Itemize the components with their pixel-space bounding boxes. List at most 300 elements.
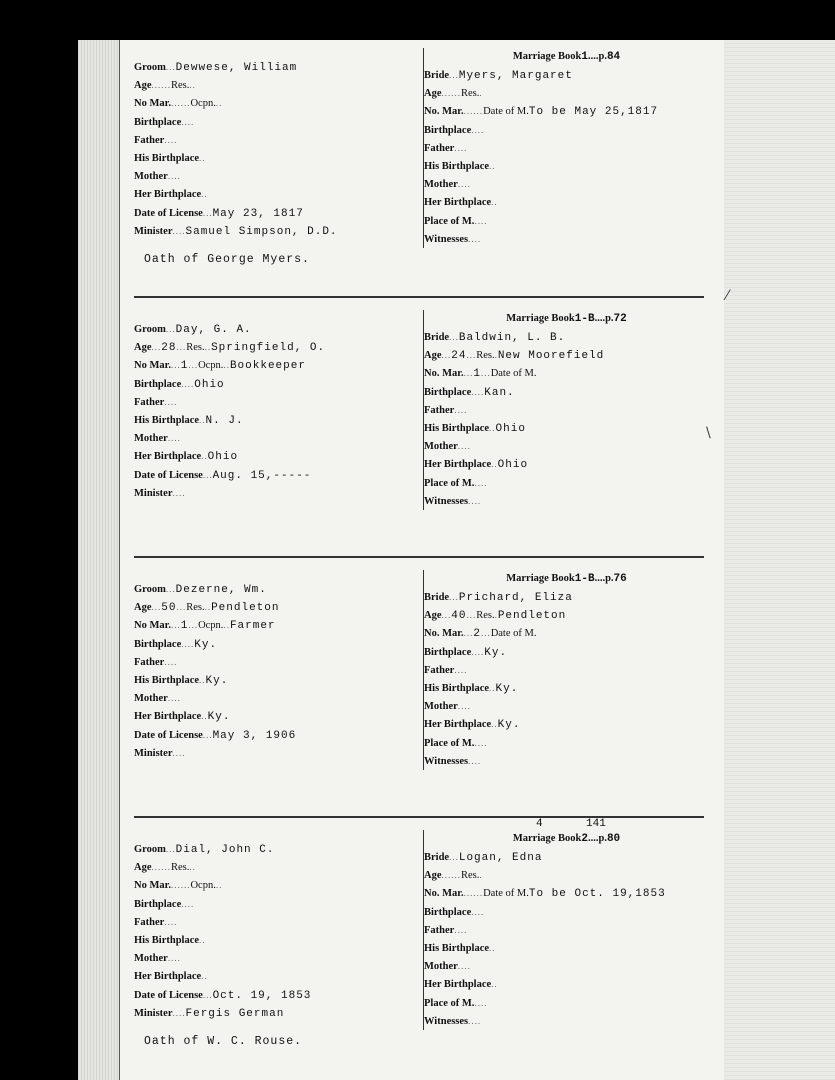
form-row	[424, 957, 709, 975]
form-row	[134, 707, 419, 725]
place-of-m-label: Place of M.	[424, 737, 475, 749]
father-label: Father	[134, 916, 165, 928]
form-row	[134, 858, 419, 876]
form-row	[134, 167, 419, 185]
form-row	[134, 58, 419, 76]
dot-leader: ....	[468, 495, 482, 506]
document-page	[78, 40, 835, 1080]
dot-leader: ....	[468, 1015, 482, 1026]
page-number: 80	[606, 833, 621, 845]
groom-occupation: Bookkeeper	[229, 360, 306, 373]
dot-leader: ....	[164, 656, 178, 667]
dot-leader: ..	[199, 674, 206, 685]
form-row	[424, 66, 709, 84]
page-label: p.	[598, 833, 607, 844]
license-label: Date of License	[134, 469, 203, 481]
groom-label: Groom	[134, 844, 166, 855]
book-number: 1-B	[574, 573, 595, 585]
form-row	[424, 848, 709, 866]
dot-leader: ....	[474, 477, 488, 488]
dot-leader: ....	[454, 404, 468, 415]
dot-leader: ..	[223, 360, 230, 371]
minister-name: Samuel Simpson, D.D.	[185, 225, 338, 238]
her-birthplace-label: Her Birthplace	[424, 979, 492, 991]
license-label: Date of License	[134, 729, 203, 741]
dot-leader: ..	[201, 189, 208, 200]
dot-leader: ..	[215, 98, 223, 109]
dot-leader: ...	[466, 350, 477, 361]
no-mar-label: No. Mar.	[424, 368, 464, 380]
page-label: p.	[605, 573, 614, 584]
form-row	[424, 921, 709, 939]
book-correction: 4	[536, 818, 543, 830]
groom-column	[134, 58, 419, 240]
license-date: May 23, 1817	[212, 207, 304, 220]
form-row	[424, 230, 709, 248]
his-birthplace-label: His Birthplace	[134, 674, 200, 686]
form-row	[424, 661, 709, 679]
form-row	[424, 383, 709, 401]
dot-leader: ...	[161, 862, 171, 873]
dot-leader: ...	[180, 880, 191, 891]
form-row	[134, 131, 419, 149]
dot-leader: ...	[473, 106, 484, 117]
dot-leader: ...	[449, 332, 459, 342]
witnesses-label: Witnesses	[424, 495, 469, 507]
form-row	[134, 895, 419, 913]
dot-leader: ...	[451, 88, 461, 99]
form-row	[134, 876, 419, 894]
groom-age: 50	[161, 602, 177, 615]
age-label: Age	[134, 342, 152, 354]
form-row	[134, 222, 419, 240]
page-number: 72	[613, 313, 627, 325]
groom-residence: Springfield, O.	[211, 342, 326, 355]
father-label: Father	[134, 396, 165, 408]
dot-leader: ..	[201, 451, 208, 462]
form-row	[424, 328, 709, 346]
form-row	[424, 175, 709, 193]
form-row	[424, 1012, 709, 1030]
dot-leader: ....	[164, 916, 178, 927]
groom-age: 28	[161, 342, 177, 355]
dot-leader: ...	[170, 880, 181, 891]
marriage-book-label: Marriage Book	[512, 51, 582, 62]
groom-marriages: 1	[180, 620, 189, 633]
marriage-book-ref	[424, 830, 709, 848]
book-number: 2	[581, 833, 588, 845]
birthplace-label: Birthplace	[424, 906, 472, 918]
dot-leader: ..	[215, 880, 223, 891]
marriage-record	[134, 818, 704, 1050]
res-label: Res.	[171, 80, 190, 92]
dot-leader: .	[494, 610, 498, 621]
groom-his-birthplace: N. J.	[205, 414, 244, 427]
form-row	[424, 84, 709, 102]
her-birthplace-label: Her Birthplace	[134, 971, 202, 983]
form-row	[134, 204, 419, 222]
form-row	[134, 94, 419, 112]
bride-name: Prichard, Eliza	[458, 592, 573, 604]
his-birthplace-label: His Birthplace	[424, 942, 490, 954]
groom-birthplace: Ky.	[194, 638, 218, 651]
dot-leader: ..	[491, 459, 498, 470]
dot-leader: ...	[165, 584, 176, 594]
dot-leader: ...	[170, 360, 181, 371]
form-row	[424, 994, 709, 1012]
dot-leader: ...	[449, 852, 459, 862]
dot-leader: ..	[491, 197, 498, 208]
pencil-mark: \	[706, 425, 711, 441]
his-birthplace-label: His Birthplace	[134, 414, 200, 426]
dot-leader: ..	[489, 942, 496, 953]
dot-leader: ...	[441, 88, 452, 99]
form-row	[134, 185, 419, 203]
dot-leader: ....	[454, 142, 468, 153]
form-row	[424, 492, 709, 510]
age-label: Age	[424, 610, 442, 622]
dot-leader: ....	[167, 171, 181, 182]
dot-leader: ...	[463, 888, 474, 899]
dot-leader: ....	[468, 233, 482, 244]
form-row	[134, 113, 419, 131]
dot-leader: ..	[199, 934, 206, 945]
form-row	[134, 375, 419, 393]
bride-label: Bride	[424, 70, 450, 81]
her-birthplace-label: Her Birthplace	[424, 459, 492, 471]
marriage-date: To be May 25,1817	[528, 106, 659, 119]
marriage-book-ref	[424, 570, 709, 588]
bride-residence: Pendleton	[497, 610, 567, 623]
form-row	[134, 616, 419, 634]
dot-leader: ...	[161, 80, 171, 91]
form-row	[134, 913, 419, 931]
bride-name: Baldwin, L. B.	[458, 332, 566, 344]
marriage-record	[134, 48, 704, 268]
groom-her-birthplace: Ohio	[207, 451, 239, 464]
dot-leader: ...	[480, 368, 491, 379]
marriage-date: To be Oct. 19,1853	[528, 888, 666, 901]
form-row	[134, 320, 419, 338]
dot-leader: ...	[176, 342, 187, 353]
pencil-mark: ⁄	[726, 288, 729, 304]
dot-leader: ...	[463, 106, 474, 117]
bride-marriages: 2	[473, 628, 481, 641]
bride-birthplace: Ky.	[484, 646, 508, 659]
dot-leader: ..	[199, 152, 206, 163]
witnesses-label: Witnesses	[424, 233, 469, 245]
ocpn-label: Ocpn.	[198, 620, 224, 632]
bride-marriages: 1	[473, 368, 481, 381]
birthplace-label: Birthplace	[134, 116, 182, 128]
no-mar-label: No Mar.	[134, 620, 171, 632]
bride-column	[423, 310, 709, 510]
form-row	[134, 635, 419, 653]
age-label: Age	[424, 350, 442, 362]
marriage-book-label: Marriage Book	[506, 313, 575, 324]
marriage-book-ref	[424, 310, 709, 328]
groom-marriages: 1	[180, 360, 189, 373]
his-birthplace-label: His Birthplace	[424, 422, 490, 434]
mother-label: Mother	[134, 433, 168, 445]
groom-column	[134, 580, 419, 762]
dot-leader: ....	[474, 737, 488, 748]
birthplace-label: Birthplace	[424, 386, 472, 398]
page-label: p.	[598, 51, 607, 62]
form-row	[134, 411, 419, 429]
dot-leader: ....	[172, 747, 186, 758]
form-row	[424, 193, 709, 211]
dot-leader: ..	[491, 979, 498, 990]
bride-name: Logan, Edna	[458, 852, 543, 864]
dot-leader: ..	[189, 862, 196, 873]
form-row	[424, 697, 709, 715]
book-number: 1	[581, 51, 588, 63]
dot-leader: ....	[457, 179, 471, 190]
form-row	[134, 986, 419, 1004]
page-label: p.	[605, 313, 614, 324]
groom-column	[134, 840, 419, 1022]
father-label: Father	[424, 924, 455, 936]
mother-label: Mother	[424, 701, 458, 713]
bride-his-birthplace: Ky.	[495, 682, 519, 695]
dot-leader: ...	[188, 620, 199, 631]
date-of-m-label: Date of M.	[490, 628, 537, 640]
age-label: Age	[134, 602, 152, 614]
dot-leader: .	[494, 350, 498, 361]
her-birthplace-label: Her Birthplace	[424, 719, 492, 731]
form-row	[134, 949, 419, 967]
his-birthplace-label: His Birthplace	[134, 934, 200, 946]
dot-leader: ...	[188, 360, 199, 371]
groom-label: Groom	[134, 584, 166, 595]
dot-leader: ....	[474, 997, 488, 1008]
marriage-record	[134, 310, 704, 530]
bride-age: 24	[451, 350, 467, 363]
bride-column	[423, 48, 709, 248]
form-row	[134, 744, 419, 762]
dot-leader: ...	[449, 70, 459, 80]
dot-leader: ....	[457, 441, 471, 452]
dot-leader: ...	[441, 870, 452, 881]
res-label: Res.	[461, 88, 480, 100]
dot-leader: ...	[441, 350, 452, 361]
dot-leader: ....	[594, 313, 606, 324]
form-row	[134, 653, 419, 671]
dot-leader: ..	[491, 719, 498, 730]
groom-label: Groom	[134, 62, 166, 73]
dot-leader: ....	[471, 386, 485, 397]
dot-leader: ...	[202, 989, 213, 1000]
res-label: Res.	[476, 610, 495, 622]
dot-leader: ...	[451, 870, 461, 881]
birthplace-label: Birthplace	[134, 898, 182, 910]
form-row	[424, 884, 709, 902]
father-label: Father	[424, 404, 455, 416]
form-row	[134, 580, 419, 598]
minister-label: Minister	[134, 1007, 173, 1019]
mother-label: Mother	[134, 953, 168, 965]
page-number: 76	[613, 573, 627, 585]
form-row	[134, 76, 419, 94]
dot-leader: ...	[151, 342, 162, 353]
birthplace-label: Birthplace	[134, 638, 182, 650]
dot-leader: ....	[474, 215, 488, 226]
bride-label: Bride	[424, 852, 450, 863]
mother-label: Mother	[134, 693, 168, 705]
dot-leader: ..	[204, 342, 212, 353]
mother-label: Mother	[424, 179, 458, 191]
dot-leader: ...	[463, 628, 474, 639]
form-row	[134, 429, 419, 447]
dot-leader: ....	[172, 487, 186, 498]
page-number: 84	[606, 51, 621, 63]
dot-leader: ....	[457, 961, 471, 972]
dot-leader: ..	[189, 80, 196, 91]
dot-leader: ...	[165, 62, 176, 72]
res-label: Res.	[171, 862, 190, 874]
place-of-m-label: Place of M.	[424, 215, 475, 227]
dot-leader: ....	[181, 638, 195, 649]
bride-her-birthplace: Ky.	[497, 719, 521, 732]
form-row	[424, 939, 709, 957]
date-of-m-label: Date of M.	[483, 888, 529, 900]
form-row	[424, 364, 709, 382]
witnesses-label: Witnesses	[424, 755, 469, 767]
form-row	[134, 598, 419, 616]
dot-leader: ....	[181, 116, 195, 127]
dot-leader: ....	[167, 433, 181, 444]
father-label: Father	[424, 142, 455, 154]
form-row	[424, 102, 709, 120]
form-row	[134, 356, 419, 374]
form-row	[424, 346, 709, 364]
res-label: Res.	[186, 602, 205, 614]
dot-leader: ....	[172, 1007, 186, 1018]
dot-leader: ...	[473, 888, 484, 899]
form-row	[134, 484, 419, 502]
form-row	[134, 338, 419, 356]
dot-leader: ..	[489, 682, 496, 693]
record-sheet	[119, 40, 724, 1080]
dot-leader: ....	[454, 664, 468, 675]
dot-leader: ...	[441, 610, 452, 621]
form-row	[424, 606, 709, 624]
bride-residence: New Moorefield	[497, 350, 605, 363]
groom-occupation: Farmer	[229, 620, 276, 633]
dot-leader: ...	[480, 628, 491, 639]
her-birthplace-label: Her Birthplace	[134, 189, 202, 201]
age-label: Age	[134, 862, 152, 874]
form-row	[424, 212, 709, 230]
ocpn-label: Ocpn.	[190, 98, 216, 110]
groom-column	[134, 320, 419, 502]
groom-name: Dial, John C.	[175, 844, 275, 856]
dot-leader: ....	[172, 225, 186, 236]
license-date: May 3, 1906	[212, 729, 297, 742]
form-row	[424, 643, 709, 661]
form-row	[134, 726, 419, 744]
birthplace-label: Birthplace	[134, 378, 182, 390]
dot-leader: ...	[202, 207, 213, 218]
oath-note: Oath of W. C. Rouse.	[144, 1035, 303, 1048]
groom-birthplace: Ohio	[194, 378, 225, 391]
form-row	[424, 734, 709, 752]
dot-leader: .	[479, 88, 483, 99]
dot-leader: ....	[587, 51, 599, 62]
dot-leader: ...	[151, 602, 162, 613]
marriage-book-label: Marriage Book	[512, 833, 582, 844]
book-number: 1-B	[574, 313, 595, 325]
her-birthplace-label: Her Birthplace	[134, 711, 202, 723]
marriage-record	[134, 570, 704, 790]
minister-label: Minister	[134, 487, 173, 499]
ocpn-label: Ocpn.	[190, 880, 216, 892]
form-row	[424, 419, 709, 437]
form-row	[134, 447, 419, 465]
birthplace-label: Birthplace	[424, 646, 472, 658]
age-label: Age	[424, 870, 442, 882]
age-label: Age	[424, 88, 442, 100]
form-row	[134, 149, 419, 167]
dot-leader: ....	[167, 953, 181, 964]
form-row	[424, 121, 709, 139]
no-mar-label: No. Mar.	[424, 628, 464, 640]
minister-label: Minister	[134, 225, 173, 237]
dot-leader: ....	[167, 693, 181, 704]
mother-label: Mother	[424, 441, 458, 453]
his-birthplace-label: His Birthplace	[424, 160, 490, 172]
form-row	[424, 975, 709, 993]
his-birthplace-label: His Birthplace	[134, 152, 200, 164]
birthplace-label: Birthplace	[424, 124, 472, 136]
dot-leader: ..	[201, 971, 208, 982]
form-row	[424, 866, 709, 884]
bride-birthplace: Kan.	[484, 386, 515, 399]
dot-leader: ..	[489, 422, 496, 433]
groom-name: Dewwese, William	[175, 62, 298, 74]
dot-leader: ...	[165, 324, 176, 334]
oath-note: Oath of George Myers.	[144, 253, 310, 266]
marriage-book-label: Marriage Book	[506, 573, 575, 584]
form-row	[424, 401, 709, 419]
form-row	[134, 840, 419, 858]
dot-leader: ...	[449, 592, 459, 602]
bride-label: Bride	[424, 332, 450, 343]
dot-leader: ....	[587, 833, 599, 844]
minister-name: Fergis German	[185, 1007, 285, 1020]
form-row	[134, 689, 419, 707]
bride-column	[423, 818, 709, 1030]
father-label: Father	[134, 134, 165, 146]
her-birthplace-label: Her Birthplace	[424, 197, 492, 209]
groom-name: Day, G. A.	[175, 324, 252, 336]
form-row	[424, 139, 709, 157]
groom-name: Dezerne, Wm.	[175, 584, 267, 596]
form-row	[134, 671, 419, 689]
form-row	[134, 1004, 419, 1022]
dot-leader: ....	[457, 701, 471, 712]
witnesses-label: Witnesses	[424, 1015, 469, 1027]
form-row	[134, 466, 419, 484]
no-mar-label: No Mar.	[134, 98, 171, 110]
dot-leader: ....	[471, 646, 485, 657]
place-of-m-label: Place of M.	[424, 477, 475, 489]
age-label: Age	[134, 80, 152, 92]
dot-leader: ...	[202, 469, 213, 480]
bride-age: 40	[451, 610, 467, 623]
her-birthplace-label: Her Birthplace	[134, 451, 202, 463]
